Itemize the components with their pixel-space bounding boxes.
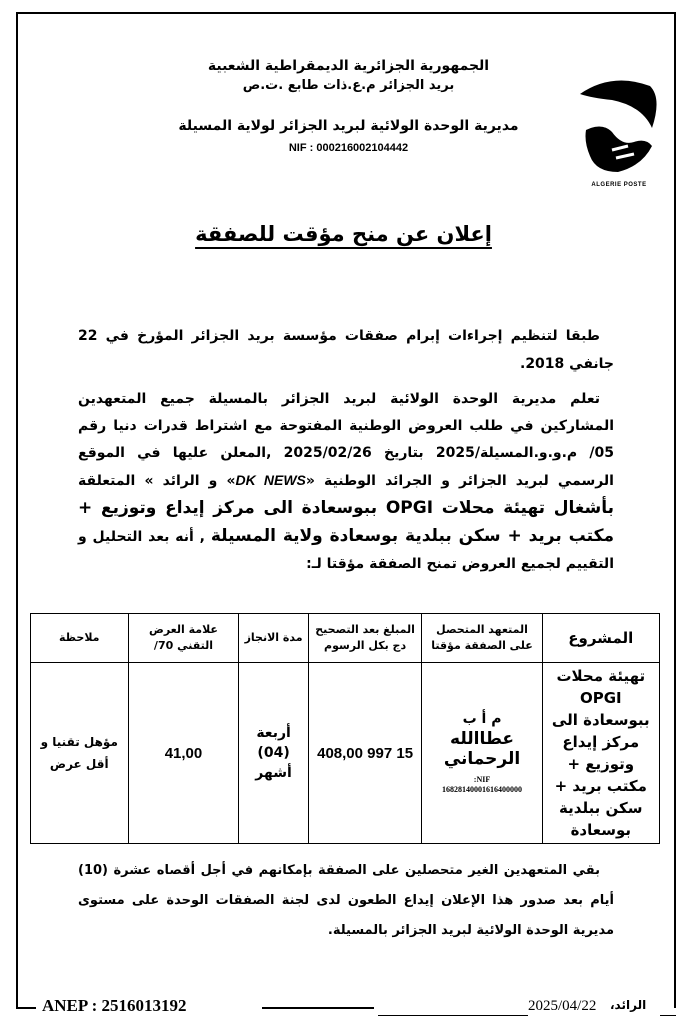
header-nif: NIF : 000216002104442 <box>288 142 409 154</box>
announcement-text-3: , أنه بعد التحليل و التقييم لجميع العروض تمنح الصفقة مؤقتا لـ: <box>78 529 614 572</box>
footer-divider <box>262 1007 374 1009</box>
algerie-poste-logo-icon <box>572 76 666 186</box>
paragraph-legal-basis: طبقا لتنظيم إجراءات إبرام صفقات مؤسسة بريد الجزائر المؤرخ في 22 جانفي 2018. <box>78 328 614 372</box>
table-header-row <box>31 614 660 663</box>
header-note: ملاحظة <box>31 614 129 663</box>
cell-project: تهيئة محلات OPGI ببوسعادة الى مركز إيداع وتوزيع + مكتب بريد + سكن ببلدية بوسعادة <box>542 663 659 844</box>
holder-nif: 16828140001616400000 <box>442 785 523 794</box>
announcement-text-2: » و الرائد » المتعلقة <box>78 473 236 489</box>
footer-divider <box>16 1007 36 1009</box>
header-republic: الجمهورية الجزائرية الديمقراطية الشعبية <box>207 58 490 74</box>
header-org: بريد الجزائر م.ع.ذات طابع .ت.ص <box>242 78 455 93</box>
header-directorate: مديرية الوحدة الولائية لبريد الجزائر لولاية المسيلة <box>178 118 519 134</box>
award-table <box>30 613 660 844</box>
header-project: المشروع <box>542 614 659 663</box>
cell-holder <box>422 663 542 844</box>
holder-prefix: م أ ب <box>462 711 502 727</box>
header-score: علامة العرض التقني 70/ <box>128 614 239 663</box>
footer-divider <box>660 1015 676 1016</box>
logo-caption: ALGERIE POSTE <box>591 182 647 188</box>
footer <box>0 994 687 1024</box>
cell-score: 41,00 <box>128 663 239 844</box>
cell-amount: 15 997 408,00 <box>308 663 422 844</box>
cell-note: مؤهل تقنيا و أقل عرض <box>31 663 129 844</box>
header-amount: المبلغ بعد التصحيح دج بكل الرسوم <box>308 614 422 663</box>
newspaper-name: DK NEWS <box>235 472 306 488</box>
footer-divider <box>378 1015 528 1016</box>
publication-source: الرائد، <box>610 998 647 1012</box>
publication-date: 2025/04/22 <box>528 998 597 1014</box>
paragraph-appeal: بقي المتعهدين الغير متحصلين على الصفقة بإمكانهم في أجل أقصاه عشرة (10) أيام بعد صدور هذا الإعلان إيداع الطعون لدى لجنة الصفقات الوحدة على مستوى مديرية الوحدة الولائية لبريد الجزائر بالمسيلة. <box>78 863 614 938</box>
table-row <box>31 663 660 844</box>
holder-name: عطاالله الرحماني <box>443 729 521 769</box>
page-title: إعلان عن منح مؤقت للصفقة <box>195 222 492 246</box>
project-subject: بأشغال تهيئة محلات OPGI ببوسعادة الى مركز إيداع وتوزيع + مكتب بريد + سكن ببلدية بوسعادة ولاية المسيلة <box>78 498 614 546</box>
anep-number: ANEP : 2516013192 <box>42 996 187 1015</box>
holder-nif-label: NIF: <box>473 775 491 784</box>
cell-duration: أربعة (04) أشهر <box>239 663 308 844</box>
announcement-text-1: تعلم مديرية الوحدة الولائية لبريد الجزائر بالمسيلة جميع المتعهدين المشاركين في طلب العروض الوطنية المفتوحة مع اشتراط قدرات دنيا رقم 05/ م.و.و.المسيلة/2025 بتاريخ 2025/02/26 ,المعلن عليها في الموقع الرسمي لبريد الجزائر و الجرائد الوطنية « <box>78 391 615 489</box>
header-duration: مدة الانجاز <box>239 614 308 663</box>
paragraph-announcement <box>78 386 614 578</box>
header-holder: المتعهد المتحصل على الصفقة مؤقتا <box>422 614 542 663</box>
